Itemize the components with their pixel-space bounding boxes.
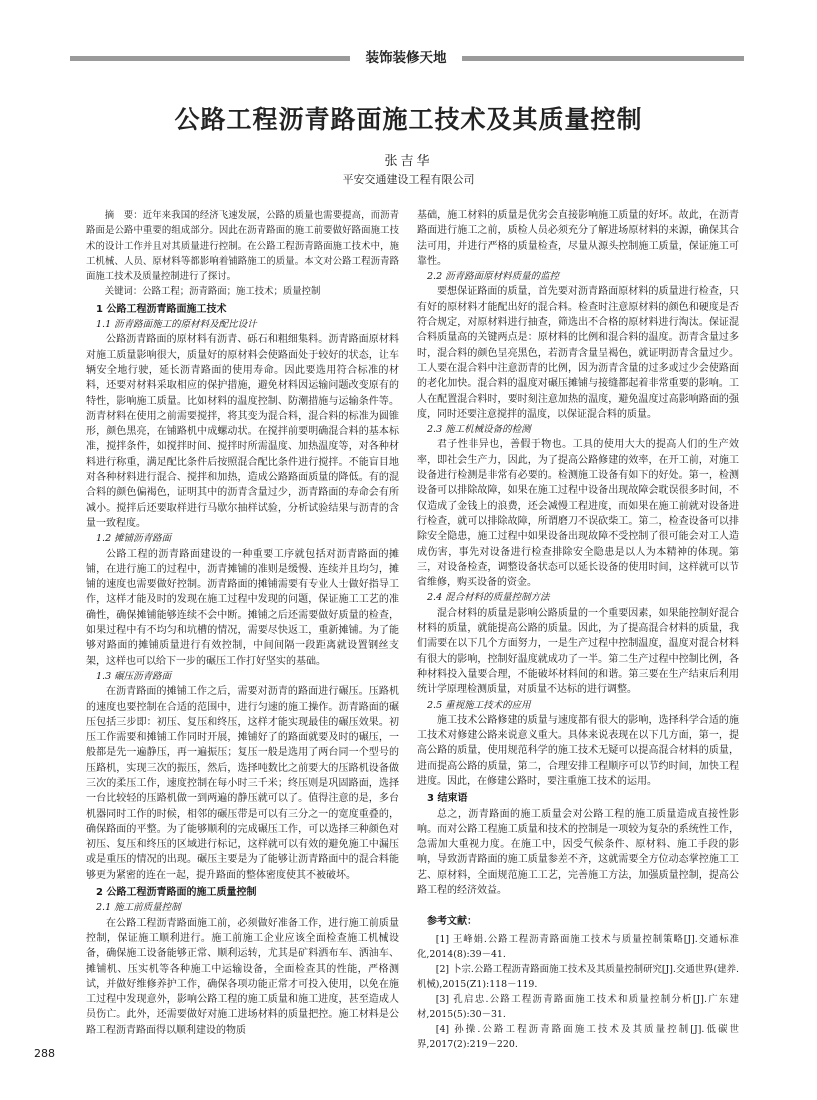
paragraph: 公路工程的沥青路面建设的一种重要工序就包括对沥青路面的摊铺，在进行施工的过程中，沥青摊铺的准则是缓慢、连续并且均匀，摊铺的速度也需要做好控制。沥青路面的摊铺需要有专业人士做好指导工作，这样才能及时的发现在施工过程中发现的问题，保证施工工艺的准确性，确保摊铺能够连续不会中断。摊铺之后还需要做好质量的检查，如果过程中有不均匀和坑槽的情况，需要尽快返工，重新摊铺。为了能够对路面的摊铺质量进行有效控制，中间间隔一段距离就设置钢丝支架，这样也可以给下一步的碾压工作打好坚实的基础。 bbox=[86, 548, 399, 667]
paragraph: 在公路工程沥青路面施工前，必须做好准备工作，进行施工前质量控制，保证施工顺利进行。施工前施工企业应该全面检查施工机械设备，确保施工设备能够正常、顺利运转，尤其是矿料洒布车、洒油车、摊铺机、压实机等各种施工中运输设备，全面检查其的性能，严格测试，并做好维修养护工作，确保各项功能正常才可投入使用，以免在施工过程中发现意外，影响公路工程的施工质量和施工进度，甚至造成人员伤亡。此外，还需要做好对施工进场材料的质量把控。施工材料是公路工程沥青路面得以顺利建设的物质 bbox=[86, 917, 399, 1036]
subsection-heading: 2.3 施工机械设备的检测 bbox=[427, 424, 531, 436]
paragraph: 基础，施工材料的质量是优劣会直接影响施工质量的好坏。故此，在沥青路面进行施工之前，质检人员必须充分了解进场原材料的来源，确保其合法可用，并进行严格的质量检查，尽量从源头控制施工质量，保证施工可靠性。 bbox=[417, 210, 739, 267]
paragraph: 要想保证路面的质量，首先要对沥青路面原材料的质量进行检查，只有好的原材料才能配出好的混合料。检查时注意原材料的颜色和硬度是否符合规定，对原材料进行抽查，筛选出不合格的原材料进行淘汰。保证混合料质量高的关键两点是：原材料的比例和混合料的温度。沥青含量过多时，混合料的颜色呈亮黑色，若沥青含量呈褐色，就证明沥青含量过少。工人要在混合料中注意沥青的比例，因为沥青含量的过多或过少会使路面的老化加快。混合料的温度对碾压摊铺与接缝都起着非常重要的影响。工人在配置混合料时，要时刻注意加热的温度，避免温度过高影响路面的强度，同时还要注意搅拌的温度，以保证混合料的质量。 bbox=[417, 286, 739, 420]
paragraph: 施工技术公路修建的质量与速度都有很大的影响，选择科学合适的施工技术对修建公路来说意义重大。具体来说表现在以下几方面，第一，提高公路的质量，使用规范科学的施工技术无疑可以提高混合材料的质量，进而提高公路的质量，第二，合理安排工程顺序可以节约时间，加快工程进度。因此，在修建公路时，要注重施工技术的运用。 bbox=[417, 714, 739, 787]
subsection-heading: 2.4 混合材料的质量控制方法 bbox=[427, 592, 550, 604]
references-heading: 参考文献： bbox=[427, 916, 477, 928]
subsection-heading: 1.3 碾压沥青路面 bbox=[96, 670, 172, 682]
right-column bbox=[417, 208, 739, 1052]
subsection-heading: 1.2 摊铺沥青路面 bbox=[96, 533, 172, 545]
paragraph: 混合材料的质量是影响公路质量的一个重要因素，如果能控制好混合材料的质量，就能提高公路的质量。因此，为了提高混合材料的质量，我们需要在以下几个方面努力，一是生产过程中控制温度，温度对混合材料有很大的影响，控制好温度就成功了一半。第二生产过程中控制比例，各种材料投入量要合理，不能破坏材料间的和谐。第三要在生产结束后利用统计学原理检测质量，对质量不达标的进行调整。 bbox=[417, 607, 739, 696]
reference-item: [4] 孙操.公路工程沥青路面施工技术及其质量控制[J].低碳世界,2017(2):219－220. bbox=[417, 1023, 739, 1050]
reference-item: [3] 孔启忠.公路工程沥青路面施工技术和质量控制分析[J].广东建材,2015(5):30－31. bbox=[417, 993, 739, 1020]
paragraph: 总之，沥青路面的施工质量会对公路工程的施工质量造成直接性影响。而对公路工程施工质量和技术的控制是一项较为复杂的系统性工作，急需加大重视力度。在施工中，因受气候条件、原材料、施工手段的影响，导致沥青路面的施工质量参差不齐，这就需要全方位动态掌控施工工艺、原材料，全面规范施工工艺，完善施工方法，加强质量控制，提高公路工程的经济效益。 bbox=[417, 808, 739, 897]
journal-section-label: 装饰装修天地 bbox=[365, 50, 447, 66]
paragraph: 君子性非异也，善假于物也。工具的使用大大的提高人们的生产效率，即社会生产力，因此，为了提高公路修建的效率，在开工前，对施工设备进行检测是非常有必要的。检测施工设备有如下的好处。第一，检测设备可以排除故障，如果在施工过程中设备出现故障会耽误很多时间，不仅造成了金钱上的浪费，还会减慢工程进度，而如果在施工前就对设备进行检查，就可以排除故障，所谓磨刀不误砍柴工。第二，检查设备可以排除安全隐患，施工过程中如果设备出现故障不受控制了很可能会对工人造成伤害，事先对设备进行检查排除安全隐患是以人为本精神的体现。第三，对设备检查，调整设备状态可以延长设备的使用时间，这样就可以节省维修，购买设备的资金。 bbox=[417, 439, 739, 589]
reference-item: [1] 王峰娟.公路工程沥青路面施工技术与质量控制策略[J].交通标准化,2014(8):39－41. bbox=[417, 933, 739, 960]
section-heading: 3 结束语 bbox=[427, 793, 468, 805]
subsection-heading: 2.2 沥青路面原材料质量的监控 bbox=[427, 271, 560, 283]
section-heading: 1 公路工程沥青路面施工技术 bbox=[96, 303, 227, 315]
subsection-heading: 2.1 施工前质量控制 bbox=[96, 902, 181, 914]
abstract: 摘 要：近年来我国的经济飞速发展，公路的质量也需要提高，而沥青路面是公路中重要的组成部分。因此在沥青路面的施工前要做好路面施工技术的设计工作并且对其质量进行控制。在公路工程沥青路面施工技术中，施工机械、人员、原材料等都影响着铺路施工的质量。本文对公路工程沥青路面施工技术及质量控制进行了探讨。 bbox=[86, 210, 399, 283]
subsection-heading: 2.5 重视施工技术的应用 bbox=[427, 699, 531, 711]
paragraph: 在沥青路面的摊铺工作之后，需要对沥青的路面进行碾压。压路机的速度也要控制在合适的范围中，进行匀速的施工操作。沥青路面的碾压包括三步即：初压、复压和终压，这样才能实现最佳的碾压效果。初压工作需要和摊铺工作同时开展，摊铺好了的路面就要及时的碾压，一般都是先一遍静压，再一遍振压；复压一般是选用了两台同一个型号的压路机，实现三次的振压，然后，选择吨数比之前要大的压路机设备做三次的柔压工作，速度控制在每小时三千米；终压则是巩固路面，选择一台比较轻的压路机做一到两遍的静压就可以了。值得注意的是，多台机器同时工作的时候，相邻的碾压带是可以有三分之一的宽度重叠的，确保路面的平整。为了能够顺利的完成碾压工作，可以选择三种颜色对初压、复压和终压的区域进行标记，这样就可以有效的避免施工中漏压或是重压的情况的出现。碾压主要是为了能够让沥青路面中的混合料能够更为紧密的连在一起，提升路面的整体密度使其不被破坏。 bbox=[86, 686, 399, 881]
author-affiliation: 平安交通建设工程有限公司 bbox=[342, 173, 475, 186]
header-rule-left bbox=[70, 56, 350, 61]
left-column bbox=[86, 208, 399, 1038]
author-name: 张吉华 bbox=[384, 154, 433, 169]
section-heading: 2 公路工程沥青路面的施工质量控制 bbox=[96, 887, 257, 899]
article-title: 公路工程沥青路面施工技术及其质量控制 bbox=[174, 105, 643, 134]
paragraph: 公路沥青路面的原材料有沥青、砾石和粗细集料。沥青路面原材料对施工质量影响很大，质量好的原材料会使路面处于较好的状态，让车辆安全地行驶，延长沥青路面的使用寿命。因此要选用符合标准的材料，还要对材料采取相应的保护措施，避免材料因运输问题改变原有的特性，影响施工质量。比如材料的温度控制、防潮措施与运输条件等。沥青材料在使用之前需要搅拌，将其变为混合料，混合料的标准为圆锥形，颜色黑亮，在铺路机中成螺动状。在搅拌前要明确混合料的基本标准，搅拌条件，如搅拌时间、搅拌时所需温度、加热温度等，对各种材料进行称重，满足配比条件后按照混合配比条件进行搅拌。不能盲目地对各种材料进行混合、搅拌和加热，造成公路路面质量的降低。有的混合料的颜色偏褐色，证明其中的沥青含量过少，沥青路面的寿命会有所减小。搅拌后还要取样进行马歇尔抽样试验，分析试验结果与沥青的含量一致程度。 bbox=[86, 334, 399, 529]
page-number: 288 bbox=[34, 1047, 55, 1060]
reference-item: [2] 卜宗.公路工程沥青路面施工技术及其质量控制研究[J].交通世界(建养.机械),2015(Z1):118－119. bbox=[417, 963, 739, 990]
keywords: 关键词：公路工程；沥青路面；施工技术；质量控制 bbox=[104, 286, 321, 298]
subsection-heading: 1.1 沥青路面施工的原材料及配比设计 bbox=[96, 319, 257, 331]
header-rule-right bbox=[462, 56, 744, 61]
